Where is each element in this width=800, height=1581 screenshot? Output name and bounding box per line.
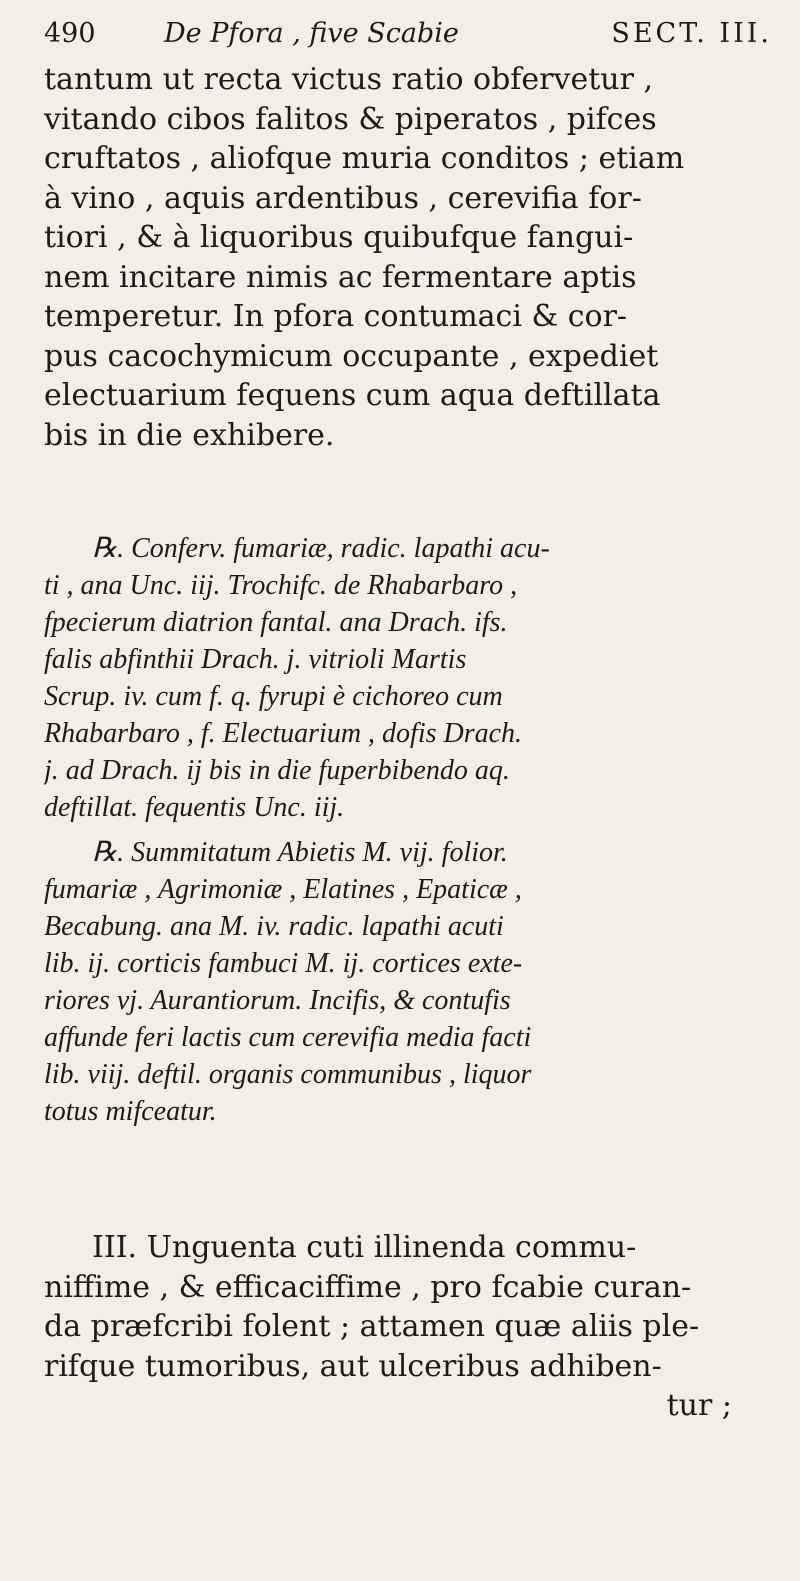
text-line: riores vj. Aurantiorum. Incifis, & contufis [44, 985, 511, 1016]
text-line: lib. viij. deftil. organis communibus , liquor [44, 1059, 532, 1090]
text-line: fumariæ , Agrimoniæ , Elatines , Epaticæ , [44, 874, 522, 905]
text-line: Rhabarbaro , f. Electuarium , dofis Drach. [44, 718, 523, 749]
text-line: niffime , & efficaciffime , pro fcabie curan- [44, 1269, 692, 1305]
recipe-electuarium [44, 530, 772, 826]
text-line: ℞. Conferv. fumariæ, radic. lapathi acu- [92, 533, 550, 564]
text-line: temperetur. In pfora contumaci & cor- [44, 299, 628, 334]
text-line: Becabung. ana M. iv. radic. lapathi acuti [44, 911, 504, 942]
text-line: electuarium fequens cum aqua deftillata [44, 378, 661, 413]
text-line: lib. ij. corticis fambuci M. ij. cortices exte- [44, 948, 523, 979]
text-line: nem incitare nimis ac fermentare aptis [44, 259, 637, 295]
text-line: falis abfinthii Drach. j. vitrioli Martis [44, 644, 467, 675]
paragraph-unguenta [44, 1228, 772, 1426]
recipe-aqua-destillata [44, 834, 772, 1130]
text-line: totus mifceatur. [44, 1096, 217, 1127]
text-line: Scrup. iv. cum f. q. fyrupi è cichoreo cum [44, 681, 503, 712]
text-line: fpecierum diatrion fantal. ana Drach. ifs. [44, 607, 508, 638]
text-line: pus cacochymicum occupante , expediet [44, 338, 659, 374]
paragraph-regimen [44, 60, 772, 455]
text-line: rifque tumoribus, aut ulceribus adhiben- [44, 1348, 662, 1384]
text-line: bis in die exhibere. [44, 417, 335, 453]
text-line: da præfcribi folent ; attamen quæ aliis ple- [44, 1309, 700, 1344]
running-header [44, 18, 772, 66]
text-line: tiori , & à liquoribus quibufque fangui- [44, 220, 634, 255]
text-line: affunde feri lactis cum cerevifia media facti [44, 1022, 532, 1053]
text-line: deftillat. fequentis Unc. iij. [44, 792, 345, 823]
text-line: j. ad Drach. ij bis in die fuperbibendo aq. [44, 755, 510, 786]
text-line: vitando cibos falitos & piperatos , pifces [44, 101, 657, 137]
section-label: SECT. III. [611, 18, 772, 49]
text-line: ti , ana Unc. iij. Trochifc. de Rhabarbaro , [44, 570, 518, 601]
running-title: De Pfora , five Scabie [164, 18, 459, 49]
text-line: tantum ut recta victus ratio obfervetur , [44, 62, 653, 97]
catchword: tur ; [666, 1388, 732, 1423]
text-line: III. Unguenta cuti illinenda commu- [92, 1230, 637, 1265]
page-number: 490 [44, 18, 96, 49]
text-line: cruftatos , aliofque muria conditos ; etiam [44, 141, 685, 176]
text-line: à vino , aquis ardentibus , cerevifia for- [44, 180, 642, 216]
text-line: ℞. Summitatum Abietis M. vij. folior. [92, 837, 508, 868]
